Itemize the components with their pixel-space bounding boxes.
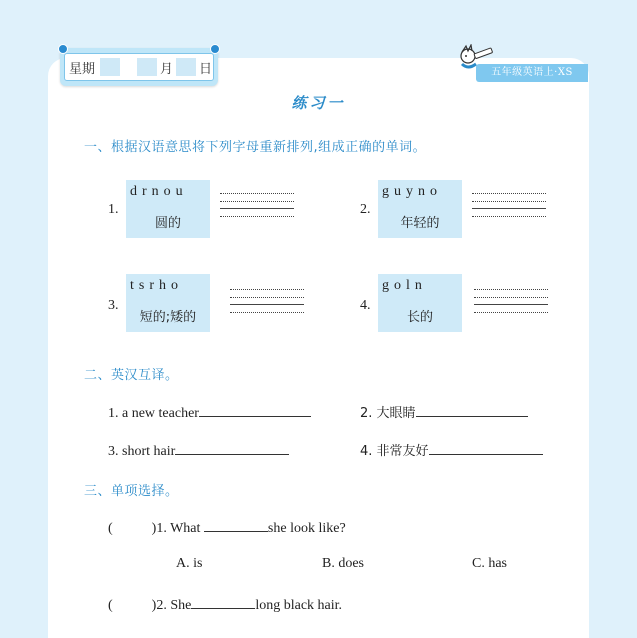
answer-paren-close[interactable]: ) <box>151 598 157 613</box>
page-title: 练习一 <box>291 94 346 112</box>
answer-lines[interactable] <box>230 282 304 313</box>
translate-prompt: 2. 大眼睛 <box>360 406 416 421</box>
translate-item <box>360 440 543 459</box>
answer-lines[interactable] <box>474 282 548 313</box>
answer-lines[interactable] <box>472 186 546 217</box>
week-label: 星期 <box>69 61 96 77</box>
answer-paren-open[interactable]: ( <box>108 598 113 613</box>
translate-prompt: 1. a new teacher <box>108 406 199 421</box>
translate-item <box>108 402 311 422</box>
question-text: long black hair. <box>255 598 343 613</box>
book-badge: 五年级英语上·XS <box>476 64 588 82</box>
answer-lines[interactable] <box>220 186 294 217</box>
section1-heading: 一、根据汉语意思将下列字母重新排列,组成正确的单词。 <box>84 140 427 155</box>
question-text: 1. What <box>156 521 201 536</box>
date-box <box>60 48 218 86</box>
question-text: she look like? <box>267 521 346 536</box>
word-meaning: 短的;矮的 <box>139 310 197 325</box>
answer-blank[interactable] <box>204 517 268 532</box>
word-meaning: 年轻的 <box>400 216 440 231</box>
word-card <box>378 274 462 332</box>
word-meaning: 圆的 <box>154 216 181 231</box>
item-number: 3. <box>108 298 119 313</box>
item-number: 1. <box>108 202 119 217</box>
translate-item <box>360 402 528 421</box>
choice-question-1 <box>108 517 346 537</box>
word-card <box>378 180 462 238</box>
answer-blank[interactable] <box>416 402 528 417</box>
day-label: 日 <box>199 61 213 77</box>
choice-question-2 <box>108 594 342 614</box>
word-card <box>126 274 210 332</box>
scrambled-letters: drnou <box>130 184 188 199</box>
answer-paren-close[interactable]: ) <box>151 521 157 536</box>
translate-prompt: 4. 非常友好 <box>360 444 429 459</box>
answer-paren-open[interactable]: ( <box>108 521 113 536</box>
day-blank[interactable] <box>176 58 196 76</box>
section3-heading: 三、单项选择。 <box>84 484 179 499</box>
option-a[interactable]: A. is <box>176 556 203 571</box>
answer-blank[interactable] <box>175 440 289 455</box>
answer-blank[interactable] <box>199 402 311 417</box>
word-meaning: 长的 <box>406 310 433 325</box>
translate-prompt: 3. short hair <box>108 444 176 459</box>
scrambled-letters: guyno <box>382 184 442 199</box>
item-number: 4. <box>360 298 371 313</box>
section2-heading: 二、英汉互译。 <box>84 368 179 383</box>
option-b[interactable]: B. does <box>322 556 364 571</box>
date-fields <box>64 53 214 81</box>
week-blank[interactable] <box>100 58 120 76</box>
option-c[interactable]: C. has <box>472 556 507 571</box>
question-text: 2. She <box>156 598 192 613</box>
month-blank[interactable] <box>137 58 157 76</box>
answer-blank[interactable] <box>191 594 255 609</box>
month-label: 月 <box>160 61 174 77</box>
scrambled-letters: goln <box>382 278 427 293</box>
word-card <box>126 180 210 238</box>
item-number: 2. <box>360 202 371 217</box>
scrambled-letters: tsrho <box>130 278 183 293</box>
answer-blank[interactable] <box>429 440 543 455</box>
translate-item <box>108 440 289 460</box>
